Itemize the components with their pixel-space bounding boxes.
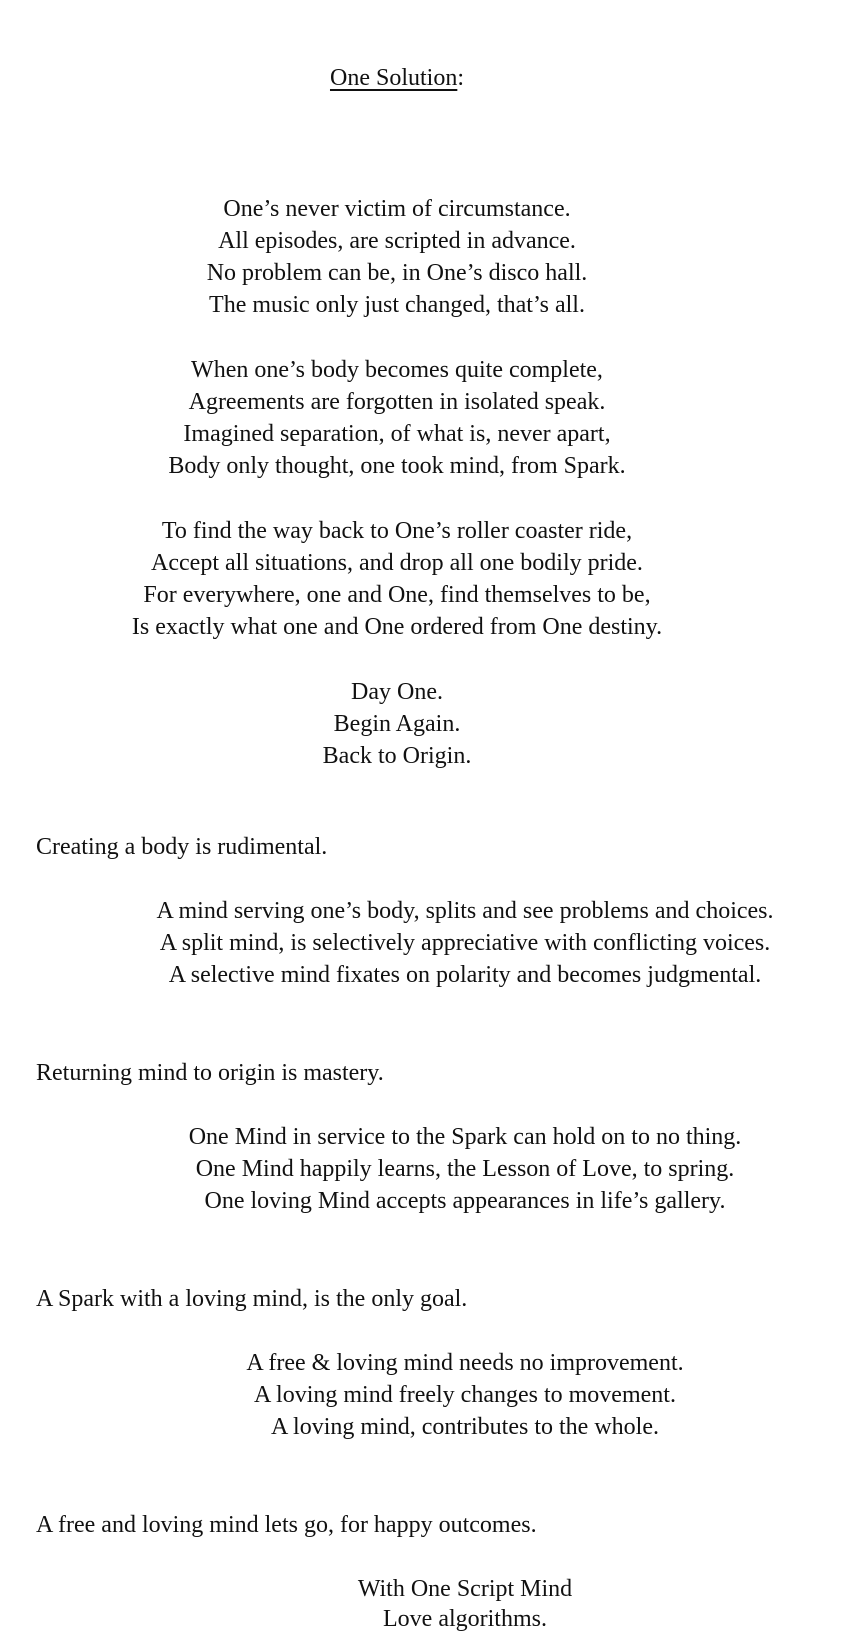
stanza2-line1: When one’s body becomes quite complete, — [191, 357, 603, 383]
section4-heading: A free and loving mind lets go, for happy outcomes. — [36, 1512, 537, 1538]
title-colon: : — [457, 65, 464, 91]
stanza3-line2: Accept all situations, and drop all one bodily pride. — [151, 550, 643, 576]
section2-line1: One Mind in service to the Spark can hold on to no thing. — [188, 1124, 742, 1150]
section3-line2: A loving mind freely changes to movement. — [254, 1382, 676, 1408]
stanza2-line2: Agreements are forgotten in isolated speak. — [188, 389, 606, 415]
stanza2-line3: Imagined separation, of what is, never apart, — [183, 421, 611, 447]
section1-line2: A split mind, is selectively appreciative with conflicting voices. — [159, 930, 771, 956]
title-text: One Solution — [329, 65, 458, 91]
section3-heading: A Spark with a loving mind, is the only goal. — [36, 1286, 468, 1312]
section1-line1: A mind serving one’s body, splits and see problems and choices. — [156, 898, 774, 924]
section2-line2: One Mind happily learns, the Lesson of Love, to spring. — [195, 1156, 735, 1182]
stanza1-line3: No problem can be, in One’s disco hall. — [206, 260, 588, 286]
section3-line3: A loving mind, contributes to the whole. — [271, 1414, 659, 1440]
stanza1-line1: One’s never victim of circumstance. — [223, 196, 571, 222]
section2-line3: One loving Mind accepts appearances in life’s gallery. — [204, 1188, 726, 1214]
section4-line1: With One Script Mind — [357, 1576, 573, 1602]
stanza3-line3: For everywhere, one and One, find themselves to be, — [143, 582, 651, 608]
stanza1-line4: The music only just changed, that’s all. — [209, 292, 585, 318]
section1-heading: Creating a body is rudimental. — [36, 834, 328, 860]
stanza1-line2: All episodes, are scripted in advance. — [218, 228, 576, 254]
stanza4-line2: Begin Again. — [333, 711, 461, 737]
stanza4-line1: Day One. — [351, 679, 443, 705]
stanza2-line4: Body only thought, one took mind, from Spark. — [168, 453, 626, 479]
stanza4-line3: Back to Origin. — [322, 743, 472, 769]
section3-line1: A free & loving mind needs no improvement. — [246, 1350, 684, 1376]
section4-line2: Love algorithms. — [383, 1606, 547, 1632]
stanza3-line4: Is exactly what one and One ordered from One destiny. — [131, 614, 663, 640]
stanza3-line1: To find the way back to One’s roller coaster ride, — [161, 518, 633, 544]
section1-line3: A selective mind fixates on polarity and becomes judgmental. — [168, 962, 762, 988]
document-title — [0, 62, 794, 94]
section2-heading: Returning mind to origin is mastery. — [36, 1060, 384, 1086]
